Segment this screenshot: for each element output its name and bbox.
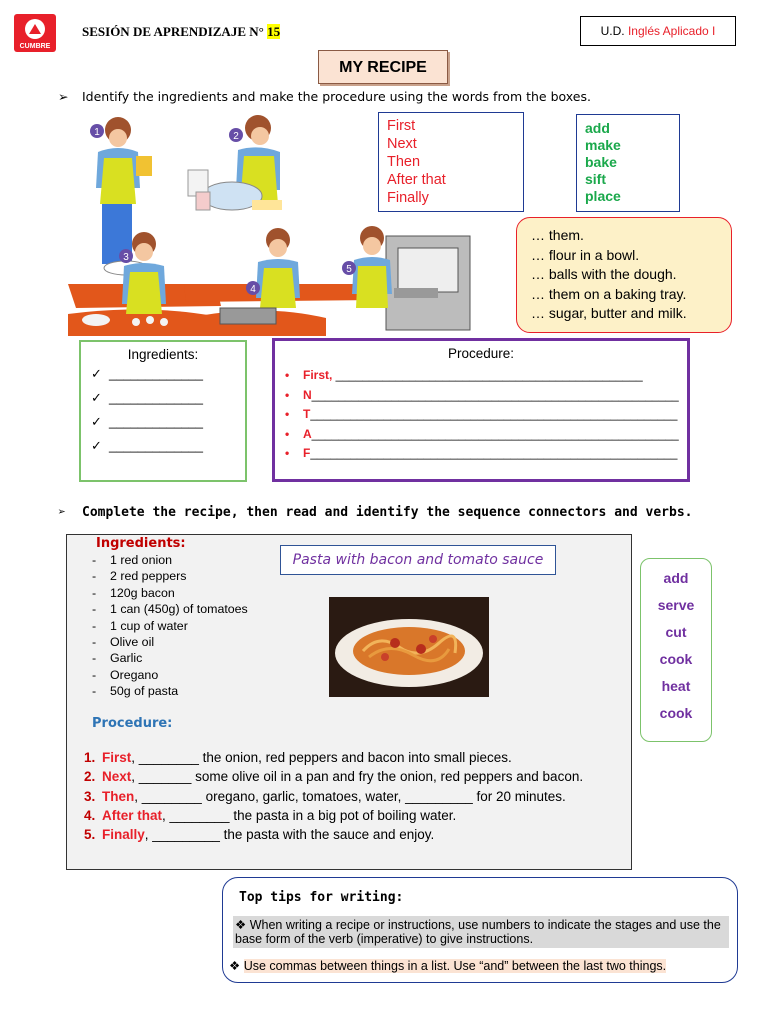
phrase-item: … sugar, butter and milk.: [531, 305, 687, 321]
tip-text: Use commas between things in a list. Use “and” between the last two things.: [243, 959, 667, 973]
verb-word: add: [663, 570, 689, 586]
step-item: 3. Then, ________ oregano, garlic, tomatoes, water, _________ for 20 minutes.: [84, 788, 566, 804]
procedure-blank: _______________________________________________________: [310, 446, 678, 460]
verb-word: heat: [661, 678, 691, 694]
instruction-2-text: Complete the recipe, then read and identify the sequence connectors and verbs.: [82, 505, 693, 520]
procedure-blank: ______________________________________________: [332, 368, 643, 382]
recipe-ingredients-list: [92, 552, 248, 700]
list-item: - 50g of pasta: [92, 684, 179, 699]
cook-figure-5: [352, 226, 470, 330]
ingredient-blank-row[interactable]: [91, 386, 245, 410]
diamond-bullet-icon: ❖: [229, 959, 241, 973]
tip-item: [233, 916, 729, 948]
session-number: 15: [267, 24, 281, 39]
verb-word: cook: [659, 705, 693, 721]
phrase-item: … balls with the dough.: [531, 266, 677, 282]
ingredient-blank-row[interactable]: [91, 434, 245, 458]
tips-title: Top tips for writing:: [239, 890, 404, 905]
step-item: 5. Finally, _________ the pasta with the sauce and enjoy.: [84, 827, 435, 843]
verb-word: add: [585, 120, 610, 136]
tip-text: When writing a recipe or instructions, use numbers to indicate the stages and use the base form of the verb (imperative) to give instructions.: [235, 918, 721, 946]
procedure-start: First,: [303, 368, 333, 382]
verb-word: make: [585, 137, 621, 153]
recipe-verbs-box: [640, 558, 712, 742]
procedure-answer-box: [272, 338, 690, 482]
list-item: - 1 red onion: [92, 553, 173, 567]
checkmark-icon: ✓: [91, 390, 102, 405]
ingredient-blank-row[interactable]: [91, 362, 245, 386]
procedure-blank-row[interactable]: [285, 386, 687, 406]
ingredients-answer-box: [79, 340, 247, 482]
recipe-steps: [84, 748, 624, 844]
tip-item: [229, 958, 666, 974]
procedure-blank-row[interactable]: [285, 405, 687, 425]
verb-word: place: [585, 188, 621, 204]
verbs-box: [576, 114, 680, 212]
ingredient-blank: _____________: [109, 438, 203, 453]
checkmark-icon: ✓: [91, 414, 102, 429]
procedure-blank: _______________________________________________________: [311, 426, 679, 441]
tips-box: [222, 877, 738, 983]
bullet-icon: •: [285, 387, 290, 402]
bullet-icon: •: [285, 368, 290, 382]
bullet-icon: •: [285, 407, 290, 421]
step-number-3: 3: [123, 252, 129, 263]
verb-word: serve: [657, 597, 695, 613]
procedure-blank: _______________________________________________________: [311, 387, 679, 402]
session-label: SESIÓN DE APRENDIZAJE N°: [82, 24, 264, 39]
phrases-box: [516, 217, 732, 333]
step-item: 2. Next, _______ some olive oil in a pan and fry the onion, red peppers and bacon.: [84, 769, 584, 785]
step-item: 4. After that, ________ the pasta in a big pot of boiling water.: [84, 807, 457, 823]
bullet-icon: •: [285, 426, 290, 441]
procedure-start: F: [303, 446, 311, 460]
cumbre-logo: [14, 14, 56, 52]
list-item: - Oregano: [92, 667, 159, 682]
procedure-start: N: [303, 387, 312, 402]
checkmark-icon: ✓: [91, 438, 102, 453]
step-number-2: 2: [233, 131, 239, 142]
arrow-bullet-icon: ➢: [58, 89, 69, 104]
diamond-bullet-icon: ❖: [235, 918, 247, 932]
instruction-1-text: Identify the ingredients and make the procedure using the words from the boxes.: [82, 89, 591, 104]
verb-word: bake: [585, 154, 617, 170]
list-item: - Olive oil: [92, 635, 155, 650]
list-item: - 1 can (450g) of tomatoes: [92, 602, 248, 617]
list-item: - 120g bacon: [92, 585, 175, 600]
ingredient-blank: _____________: [109, 390, 203, 405]
list-item: - 2 red peppers: [92, 569, 187, 584]
procedure-blank: _______________________________________________________: [310, 407, 678, 421]
logo-text: CUMBRE: [19, 43, 51, 50]
phrase-item: … them on a baking tray.: [531, 285, 687, 302]
ingredients-title: Ingredients:: [127, 347, 199, 362]
page-title: MY RECIPE: [318, 50, 448, 84]
connector-word: Finally: [387, 190, 429, 206]
step-item: 1. First, ________ the onion, red peppers and bacon into small pieces.: [84, 750, 512, 765]
connector-word: First: [387, 118, 416, 134]
ingredient-blank: _____________: [109, 366, 203, 381]
cook-figure-4: [220, 228, 300, 324]
course-box: [580, 16, 736, 46]
list-item: - Garlic: [92, 651, 143, 666]
verb-word: sift: [585, 171, 606, 187]
connector-word: After that: [387, 172, 446, 188]
phrase-item: … them.: [531, 227, 584, 243]
recipe-procedure-title: Procedure:: [92, 716, 173, 731]
phrase-item: … flour in a bowl.: [531, 246, 640, 263]
instruction-1: [58, 89, 591, 104]
procedure-blank-row[interactable]: [285, 366, 687, 386]
step-number-5: 5: [346, 264, 352, 275]
step-number-1: 1: [94, 127, 100, 138]
course-prefix: U.D.: [600, 24, 625, 38]
bullet-icon: •: [285, 446, 290, 460]
procedure-title: Procedure:: [447, 346, 515, 361]
step-number-4: 4: [250, 284, 256, 295]
instruction-2: [58, 505, 692, 520]
mountain-icon: [25, 19, 45, 39]
verb-word: cook: [659, 651, 693, 667]
procedure-start: A: [303, 426, 312, 441]
verb-word: cut: [665, 624, 687, 640]
recipe-title: Pasta with bacon and tomato sauce: [280, 545, 556, 575]
course-name: Inglés Aplicado I: [627, 24, 716, 38]
ingredient-blank-row[interactable]: [91, 410, 245, 434]
session-title: [82, 24, 280, 40]
procedure-blank-row[interactable]: [285, 425, 687, 445]
connectors-box: [378, 112, 524, 212]
checkmark-icon: ✓: [91, 366, 102, 381]
connector-word: Then: [387, 154, 421, 170]
procedure-start: T: [303, 407, 311, 421]
connector-word: Next: [387, 136, 417, 152]
list-item: - 1 cup of water: [92, 618, 188, 633]
arrow-bullet-icon: ➢: [58, 505, 66, 520]
pasta-photo: [329, 597, 489, 697]
procedure-blank-row[interactable]: [285, 444, 687, 464]
ingredient-blank: _____________: [109, 414, 203, 429]
recipe-ingredients-title: Ingredients:: [96, 536, 186, 551]
